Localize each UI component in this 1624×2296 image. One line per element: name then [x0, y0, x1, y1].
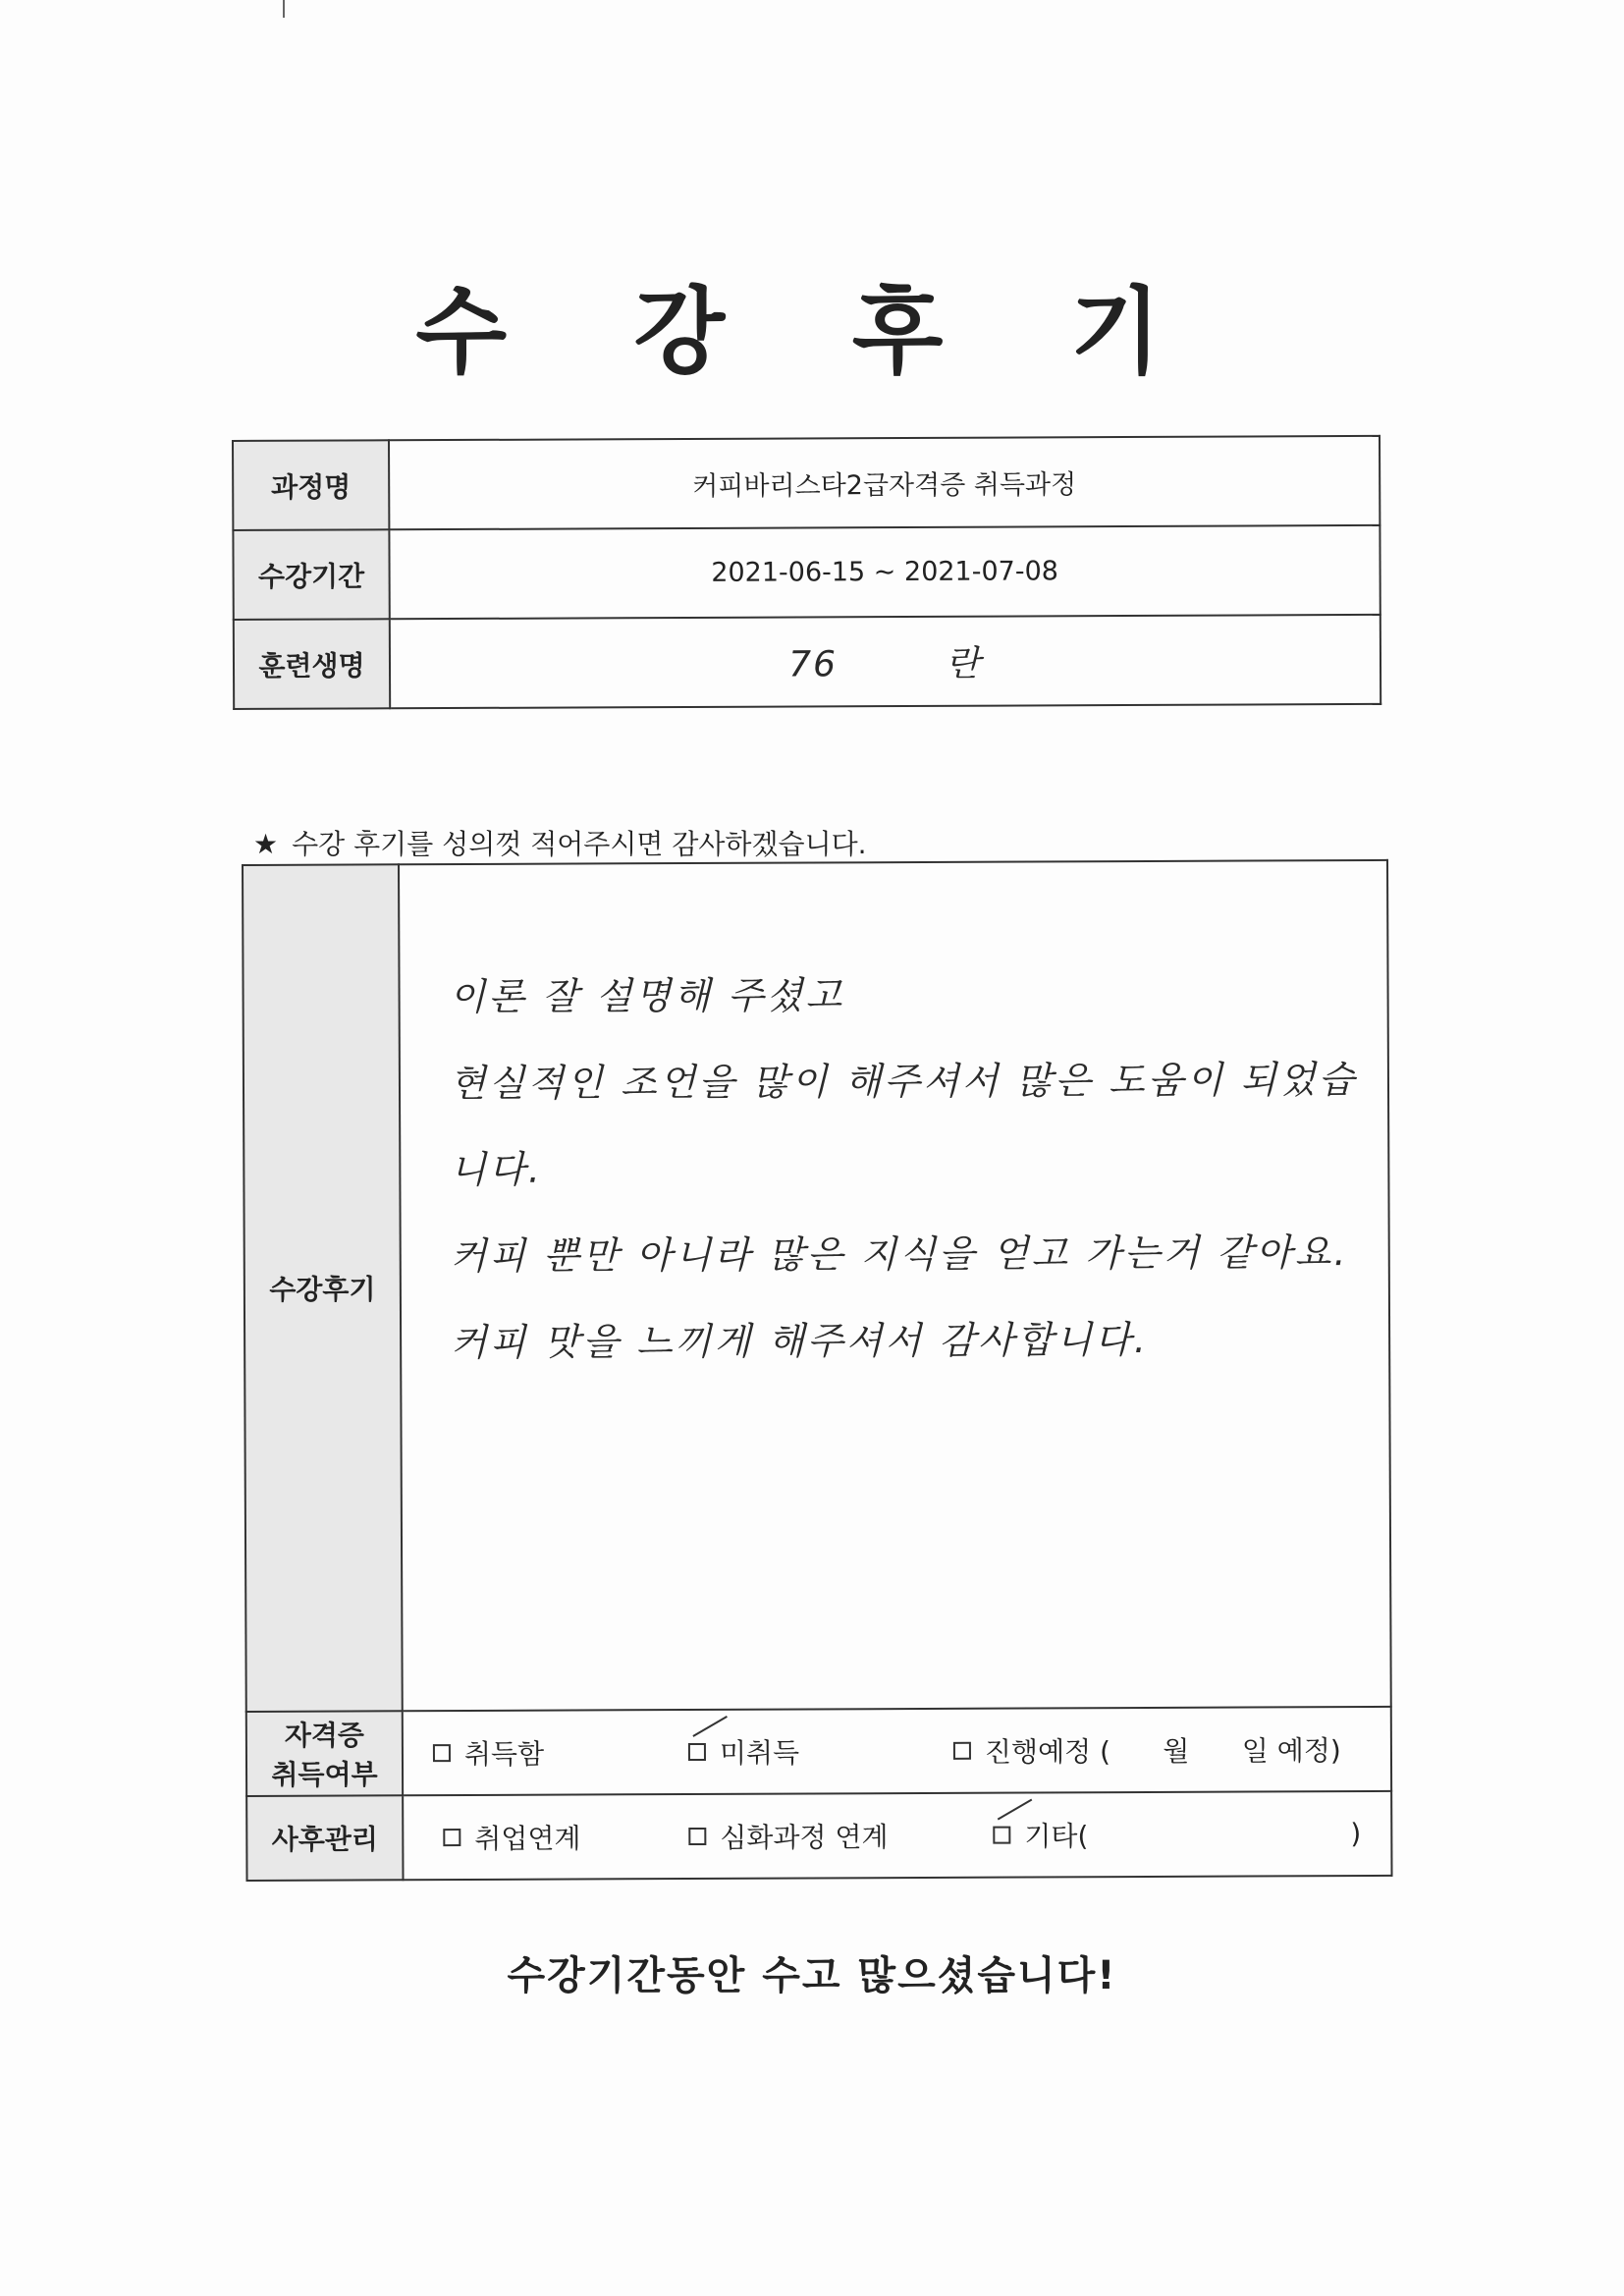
closing-message: 수강기간동안 수고 많으셨습니다!	[507, 1953, 1117, 1998]
checkbox-icon[interactable]	[953, 1742, 971, 1760]
trainee-label: 훈련생명	[234, 619, 390, 709]
trainee-row	[234, 615, 1380, 709]
option-job-link[interactable]	[443, 1818, 580, 1858]
aftercare-options	[403, 1791, 1391, 1880]
option-other-label: 기타(	[1024, 1820, 1089, 1853]
option-in-progress[interactable]	[953, 1729, 1341, 1771]
option-acquired[interactable]	[433, 1733, 544, 1773]
aftercare-label: 사후관리	[246, 1795, 403, 1881]
trainee-name-part-1: 76	[788, 644, 839, 685]
notice-text	[253, 823, 867, 862]
review-line: 커피 맛을 느끼게 해주셔서 감사합니다.	[451, 1317, 1149, 1365]
option-acquired-label: 취득함	[463, 1737, 545, 1772]
other-close-paren: )	[1350, 1817, 1362, 1850]
trainee-value	[390, 615, 1380, 708]
checked-checkbox-icon[interactable]	[688, 1743, 706, 1761]
period-label: 수강기간	[233, 529, 389, 620]
review-body	[399, 860, 1391, 1711]
aftercare-row	[246, 1791, 1391, 1881]
period-row	[233, 525, 1380, 620]
course-value: 커피바리스타2급자격증 취득과정	[389, 436, 1380, 529]
checked-checkbox-icon[interactable]	[993, 1827, 1010, 1844]
option-advanced-course-label: 심화과정 연계	[720, 1821, 889, 1854]
review-table	[242, 859, 1393, 1882]
review-line: 니다.	[450, 1147, 543, 1192]
certificate-options	[403, 1707, 1391, 1795]
certificate-label	[246, 1711, 403, 1796]
page-title: 수 강 후 기	[415, 277, 1209, 387]
option-not-acquired-label: 미취득	[719, 1736, 800, 1770]
option-other[interactable]	[993, 1815, 1088, 1854]
trainee-name-part-2: 란	[945, 643, 982, 684]
certificate-row	[246, 1707, 1391, 1796]
review-line: 이론 잘 설명해 주셨고	[449, 973, 845, 1019]
notice-message: 수강 후기를 성의껏 적어주시면 감사하겠습니다.	[292, 828, 867, 860]
review-line: 현실적인 조언을 많이 해주셔서 많은 도움이 되었습	[449, 1058, 1358, 1106]
checkbox-icon[interactable]	[688, 1828, 706, 1845]
checkbox-icon[interactable]	[443, 1829, 460, 1846]
review-row	[243, 860, 1391, 1712]
star-icon: ★	[253, 828, 279, 860]
course-info-table	[232, 435, 1381, 710]
course-row	[233, 436, 1380, 530]
checkbox-icon[interactable]	[433, 1744, 451, 1762]
option-advanced-course[interactable]	[688, 1816, 888, 1856]
certificate-label-line1: 자격증	[284, 1719, 365, 1752]
certificate-label-line2: 취득여부	[271, 1758, 378, 1791]
option-not-acquired[interactable]	[688, 1732, 799, 1772]
review-label: 수강후기	[243, 864, 403, 1712]
option-in-progress-label: 진행예정 ( 월 일 예정)	[984, 1734, 1341, 1769]
review-lines	[400, 861, 1388, 1386]
course-label: 과정명	[233, 440, 389, 530]
period-value: 2021-06-15 ~ 2021-07-08	[389, 525, 1380, 619]
review-line: 커피 뿐만 아니라 많은 지식을 얻고 가는거 같아요.	[450, 1230, 1349, 1279]
option-job-link-label: 취업연계	[474, 1822, 581, 1855]
scan-mark	[283, 0, 285, 18]
